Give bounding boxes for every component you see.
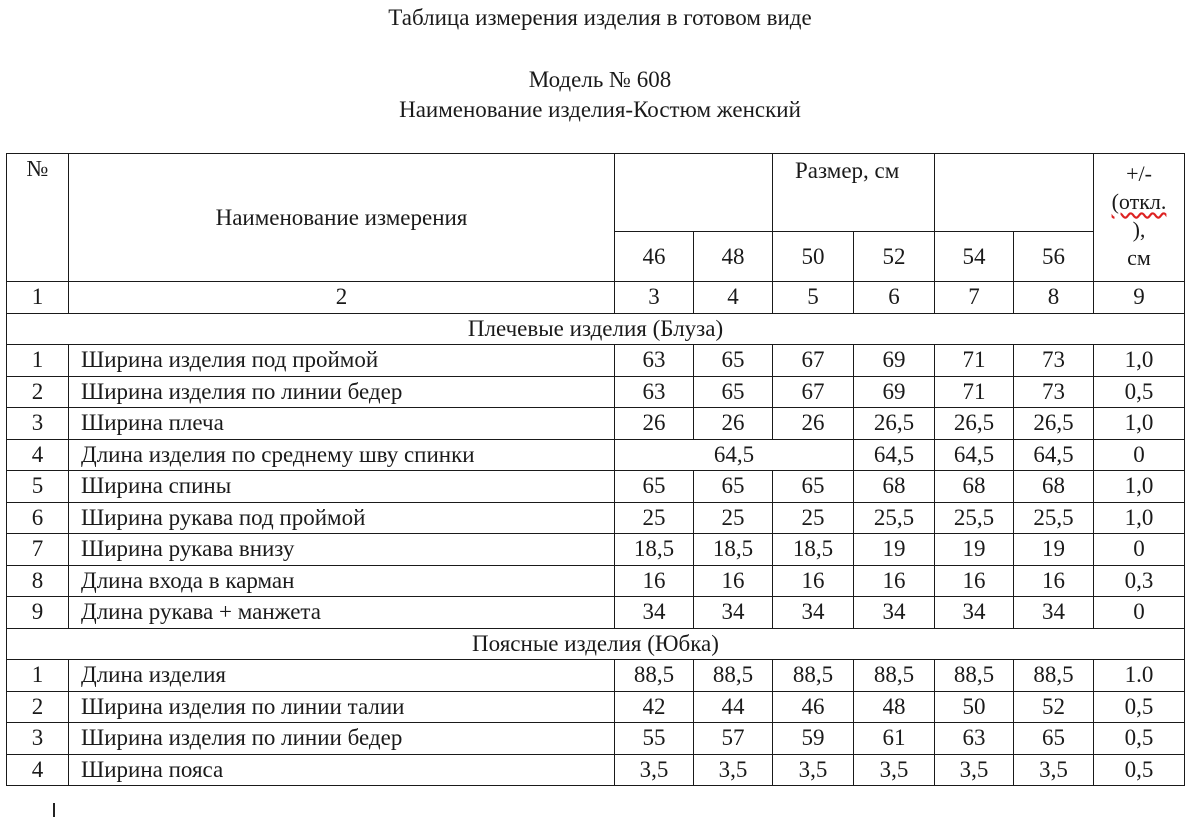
value-cell: 16 [1014,565,1094,597]
value-cell: 68 [854,471,935,503]
header-deviation-line2: (откл. [1111,189,1167,214]
row-number: 8 [7,565,69,597]
value-cell: 59 [773,723,854,755]
value-cell: 25,5 [1014,502,1094,534]
row-number: 4 [7,754,69,786]
value-cell: 3,5 [935,754,1014,786]
value-cell: 34 [935,597,1014,629]
value-cell: 63 [615,345,694,377]
value-cell: 88,5 [773,660,854,692]
value-cell: 3,5 [773,754,854,786]
value-cell: 65 [773,471,854,503]
column-number: 7 [935,282,1014,314]
table-row [7,723,1185,755]
value-cell: 26 [694,408,773,440]
header-measurement-name: Наименование измерения [69,154,615,282]
value-cell: 65 [615,471,694,503]
row-number: 2 [7,376,69,408]
measurement-name: Ширина пояса [69,754,615,786]
column-number: 1 [7,282,69,314]
value-cell: 42 [615,691,694,723]
section-row [7,628,1185,660]
section-title: Поясные изделия (Юбка) [7,628,1185,660]
value-cell: 25 [773,502,854,534]
value-cell: 16 [694,565,773,597]
deviation-cell: 1,0 [1094,471,1185,503]
deviation-cell: 0 [1094,439,1185,471]
deviation-cell: 0,5 [1094,723,1185,755]
value-cell: 34 [1014,597,1094,629]
value-cell: 71 [935,376,1014,408]
deviation-cell: 1,0 [1094,345,1185,377]
value-cell: 64,5 [1014,439,1094,471]
value-cell: 69 [854,345,935,377]
header-size-blank-right [935,154,1094,232]
header-number: № [7,154,69,282]
deviation-cell: 1,0 [1094,408,1185,440]
value-cell: 18,5 [773,534,854,566]
size-52: 52 [854,232,935,282]
size-54: 54 [935,232,1014,282]
value-cell-merged: 64,5 [615,439,854,471]
deviation-cell: 0,5 [1094,691,1185,723]
value-cell: 16 [935,565,1014,597]
value-cell: 68 [935,471,1014,503]
column-number: 6 [854,282,935,314]
row-number: 2 [7,691,69,723]
value-cell: 46 [773,691,854,723]
value-cell: 65 [694,471,773,503]
deviation-cell: 0,5 [1094,754,1185,786]
header-deviation-line4: см [1127,245,1151,270]
deviation-cell: 0 [1094,534,1185,566]
row-number: 5 [7,471,69,503]
table-row [7,471,1185,503]
value-cell: 34 [773,597,854,629]
value-cell: 16 [773,565,854,597]
document-title: Таблица измерения изделия в готовом виде [388,5,812,30]
table-row [7,754,1185,786]
value-cell: 16 [854,565,935,597]
size-56: 56 [1014,232,1094,282]
value-cell: 3,5 [854,754,935,786]
table-row [7,660,1185,692]
value-cell: 25 [615,502,694,534]
value-cell: 44 [694,691,773,723]
value-cell: 19 [935,534,1014,566]
table-row [7,597,1185,629]
value-cell: 34 [615,597,694,629]
value-cell: 65 [1014,723,1094,755]
section-row [7,313,1185,345]
value-cell: 16 [615,565,694,597]
column-number: 2 [69,282,615,314]
size-50: 50 [773,232,854,282]
value-cell: 25 [694,502,773,534]
column-number-row [7,282,1185,314]
column-number: 3 [615,282,694,314]
table-row [7,534,1185,566]
value-cell: 73 [1014,345,1094,377]
measurement-name: Ширина изделия под проймой [69,345,615,377]
measurement-name: Ширина рукава внизу [69,534,615,566]
value-cell: 88,5 [935,660,1014,692]
value-cell: 19 [1014,534,1094,566]
measurement-name: Длина изделия по среднему шву спинки [69,439,615,471]
value-cell: 65 [694,376,773,408]
value-cell: 3,5 [694,754,773,786]
table-row [7,345,1185,377]
measurement-name: Ширина спины [69,471,615,503]
header-size-label: Размер, см [773,154,935,232]
table-row [7,502,1185,534]
row-number: 7 [7,534,69,566]
value-cell: 88,5 [854,660,935,692]
value-cell: 73 [1014,376,1094,408]
column-number: 4 [694,282,773,314]
value-cell: 19 [854,534,935,566]
measurement-table [6,153,1185,786]
table-row [7,376,1185,408]
value-cell: 34 [854,597,935,629]
value-cell: 34 [694,597,773,629]
value-cell: 3,5 [615,754,694,786]
table-row [7,408,1185,440]
section-title: Плечевые изделия (Блуза) [7,313,1185,345]
value-cell: 3,5 [1014,754,1094,786]
text-cursor [53,803,55,817]
deviation-cell: 0 [1094,597,1185,629]
value-cell: 64,5 [854,439,935,471]
measurement-name: Ширина плеча [69,408,615,440]
value-cell: 26,5 [935,408,1014,440]
header-deviation-line3: ), [1132,217,1146,242]
value-cell: 69 [854,376,935,408]
row-number: 1 [7,345,69,377]
value-cell: 64,5 [935,439,1014,471]
value-cell: 18,5 [615,534,694,566]
deviation-cell: 0,3 [1094,565,1185,597]
table-row [7,565,1185,597]
size-48: 48 [694,232,773,282]
value-cell: 25,5 [854,502,935,534]
value-cell: 26,5 [1014,408,1094,440]
value-cell: 52 [1014,691,1094,723]
value-cell: 88,5 [694,660,773,692]
row-number: 6 [7,502,69,534]
measurement-name: Длина изделия [69,660,615,692]
row-number: 4 [7,439,69,471]
column-number: 5 [773,282,854,314]
value-cell: 25,5 [935,502,1014,534]
header-deviation-line1: +/- [1126,161,1152,186]
value-cell: 67 [773,376,854,408]
value-cell: 55 [615,723,694,755]
model-number: Модель № 608 [528,67,672,92]
value-cell: 63 [935,723,1014,755]
measurement-name: Ширина изделия по линии талии [69,691,615,723]
measurement-name: Ширина рукава под проймой [69,502,615,534]
table-row [7,691,1185,723]
row-number: 3 [7,408,69,440]
size-46: 46 [615,232,694,282]
row-number: 3 [7,723,69,755]
value-cell: 63 [615,376,694,408]
value-cell: 88,5 [615,660,694,692]
deviation-cell: 1,0 [1094,502,1185,534]
value-cell: 71 [935,345,1014,377]
measurement-name: Длина рукава + манжета [69,597,615,629]
header-deviation [1094,154,1185,282]
deviation-cell: 0,5 [1094,376,1185,408]
row-number: 1 [7,660,69,692]
value-cell: 18,5 [694,534,773,566]
measurement-name: Длина входа в карман [69,565,615,597]
row-number: 9 [7,597,69,629]
measurement-name: Ширина изделия по линии бедер [69,376,615,408]
value-cell: 88,5 [1014,660,1094,692]
value-cell: 48 [854,691,935,723]
header-size-blank-left [615,154,773,232]
value-cell: 26 [615,408,694,440]
value-cell: 50 [935,691,1014,723]
product-name: Наименование изделия-Костюм женский [399,97,801,122]
column-number: 9 [1094,282,1185,314]
value-cell: 26,5 [854,408,935,440]
value-cell: 65 [694,345,773,377]
deviation-cell: 1.0 [1094,660,1185,692]
value-cell: 68 [1014,471,1094,503]
table-row [7,439,1185,471]
value-cell: 26 [773,408,854,440]
measurement-name: Ширина изделия по линии бедер [69,723,615,755]
value-cell: 67 [773,345,854,377]
value-cell: 61 [854,723,935,755]
value-cell: 57 [694,723,773,755]
column-number: 8 [1014,282,1094,314]
